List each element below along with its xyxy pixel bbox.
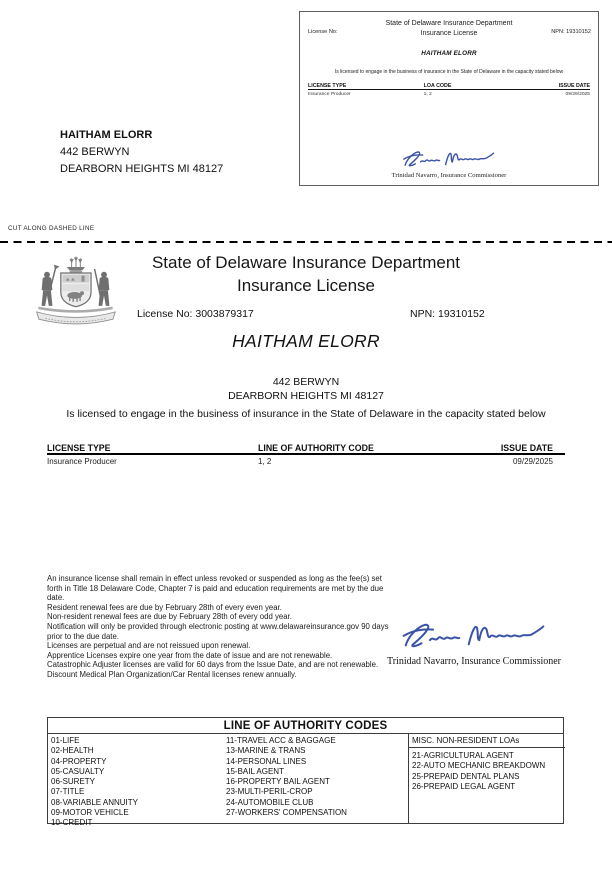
card-license-table bbox=[308, 83, 590, 100]
loa-item: 07-TITLE bbox=[51, 787, 85, 797]
main-table-row bbox=[47, 457, 565, 469]
card-col-issue-date: ISSUE DATE bbox=[558, 83, 590, 89]
loa-item: 06-SURETY bbox=[51, 777, 96, 787]
main-title-line1: State of Delaware Insurance Department bbox=[151, 253, 461, 272]
main-address-block bbox=[0, 375, 612, 403]
main-capacity-text: Is licensed to engage in the business of insurance in the State of Delaware in the capacity stated below bbox=[66, 408, 546, 420]
card-signature-block bbox=[300, 147, 598, 179]
mailing-name: HAITHAM ELORR bbox=[60, 129, 153, 141]
card-table-row bbox=[308, 92, 590, 100]
loa-column-2 bbox=[226, 734, 406, 818]
loa-item: 05-CASUALTY bbox=[51, 766, 105, 776]
commissioner-signature-icon bbox=[393, 147, 505, 174]
cut-along-dashed-line-label: CUT ALONG DASHED LINE bbox=[8, 225, 95, 232]
main-license-no: License No: 3003879317 bbox=[137, 308, 254, 320]
loa-item: 22-AUTO MECHANIC BREAKDOWN bbox=[412, 761, 546, 771]
terms-item: Licenses are perpetual and are not reissued upon renewal. bbox=[47, 641, 251, 651]
main-title bbox=[0, 251, 612, 297]
main-table-header-row bbox=[47, 443, 565, 455]
main-npn: NPN: 19310152 bbox=[410, 308, 485, 320]
main-address-line2: DEARBORN HEIGHTS MI 48127 bbox=[228, 390, 384, 402]
terms-item: Resident renewal fees are due by February 28th of every even year. bbox=[47, 602, 282, 612]
loa-table-body bbox=[48, 734, 563, 828]
loa-item: 02-HEALTH bbox=[51, 746, 94, 756]
loa-item: 27-WORKERS' COMPENSATION bbox=[226, 808, 347, 818]
loa-item: 10-CREDIT bbox=[51, 818, 93, 828]
main-title-line2: Insurance License bbox=[237, 276, 375, 295]
terms-item: Notification will only be provided through electronic posting at www.delawareinsurance.gov 90 days prior to the due date. bbox=[47, 621, 389, 641]
loa-item: 25-PREPAID DENTAL PLANS bbox=[412, 771, 520, 781]
loa-item: 13-MARINE & TRANS bbox=[226, 746, 306, 756]
terms-item: Non-resident renewal fees are due by February 28th of every odd year. bbox=[47, 612, 292, 622]
card-licensee-name: HAITHAM ELORR bbox=[421, 50, 477, 57]
main-col-issue-date: ISSUE DATE bbox=[500, 443, 553, 453]
card-issue-date-value: 09/29/2025 bbox=[565, 92, 590, 97]
loa-item: 23-MULTI-PERIL-CROP bbox=[226, 787, 313, 797]
card-col-loa-code: LOA CODE bbox=[423, 83, 452, 89]
loa-column-3 bbox=[408, 734, 565, 823]
card-license-type-value: Insurance Producer bbox=[308, 92, 351, 97]
mailing-address-line1: 442 BERWYN bbox=[60, 146, 130, 158]
loa-misc-list bbox=[409, 748, 565, 792]
loa-misc-header: MISC. NON-RESIDENT LOAs bbox=[409, 734, 565, 748]
mailing-address-block bbox=[60, 127, 223, 178]
main-col-loa-code: LINE OF AUTHORITY CODE bbox=[258, 443, 374, 453]
loa-item: 21-AGRICULTURAL AGENT bbox=[412, 751, 514, 760]
main-signature-block bbox=[383, 617, 565, 667]
loa-item: 08-VARIABLE ANNUITY bbox=[51, 797, 138, 807]
terms-item: Catastrophic Adjuster licenses are valid for 60 days from the Issue Date, and are not renewable. bbox=[47, 660, 379, 670]
card-license-no-label: License No: bbox=[308, 29, 338, 35]
loa-item: 15-BAIL AGENT bbox=[226, 766, 284, 776]
loa-item: 16-PROPERTY BAIL AGENT bbox=[226, 777, 330, 787]
loa-item: 01-LIFE bbox=[51, 736, 80, 745]
loa-item: 24-AUTOMOBILE CLUB bbox=[226, 797, 314, 807]
card-table-header-row bbox=[308, 83, 590, 90]
loa-item: 04-PROPERTY bbox=[51, 756, 107, 766]
card-capacity-text: Is licensed to engage in the business of insurance in the State of Delaware in the capacity stated below bbox=[334, 69, 564, 75]
loa-column-1 bbox=[51, 734, 223, 829]
loa-item: 14-PERSONAL LINES bbox=[226, 756, 307, 766]
main-col-license-type: LICENSE TYPE bbox=[47, 443, 111, 453]
main-issue-date-value: 09/29/2025 bbox=[512, 457, 553, 466]
terms-item: Apprentice Licenses expire one year from the date of issue and are not renewable. bbox=[47, 650, 333, 660]
card-title-line1: State of Delaware Insurance Department bbox=[385, 20, 513, 27]
main-address-line1: 442 BERWYN bbox=[272, 376, 340, 388]
card-col-license-type: LICENSE TYPE bbox=[308, 83, 347, 89]
mailing-address-line2: DEARBORN HEIGHTS MI 48127 bbox=[60, 163, 224, 175]
loa-codes-table bbox=[47, 717, 564, 828]
main-loa-code-value: 1, 2 bbox=[258, 457, 272, 466]
loa-item: 26-PREPAID LEGAL AGENT bbox=[412, 781, 516, 791]
loa-item: 11-TRAVEL ACC & BAGGAGE bbox=[226, 736, 336, 745]
terms-item: An insurance license shall remain in effect unless revoked or suspended as long as the fee(s) set forth in Title 18 Delaware Code, Chapter 7 is paid and education requirements are met by the due date. bbox=[47, 574, 384, 603]
main-signature-name: Trinidad Navarro, Insurance Commissioner bbox=[386, 656, 562, 667]
card-loa-code-value: 1, 2 bbox=[423, 92, 432, 97]
card-npn: NPN: 19310152 bbox=[551, 29, 591, 35]
card-signature-name: Trinidad Navarro, Insurance Commissioner bbox=[391, 172, 507, 179]
main-license-type-value: Insurance Producer bbox=[47, 457, 117, 466]
main-license-table bbox=[47, 443, 565, 469]
loa-table-title: LINE OF AUTHORITY CODES bbox=[48, 718, 563, 734]
main-licensee-name: HAITHAM ELORR bbox=[232, 331, 380, 351]
license-terms-text bbox=[47, 574, 392, 680]
wallet-license-card bbox=[299, 11, 599, 186]
loa-item: 09-MOTOR VEHICLE bbox=[51, 808, 129, 818]
dashed-cut-line bbox=[0, 241, 612, 243]
card-title-line2: Insurance License bbox=[420, 29, 478, 37]
terms-item: Discount Medical Plan Organization/Car Rental licenses renew annually. bbox=[47, 669, 297, 679]
commissioner-signature-icon bbox=[395, 617, 553, 659]
